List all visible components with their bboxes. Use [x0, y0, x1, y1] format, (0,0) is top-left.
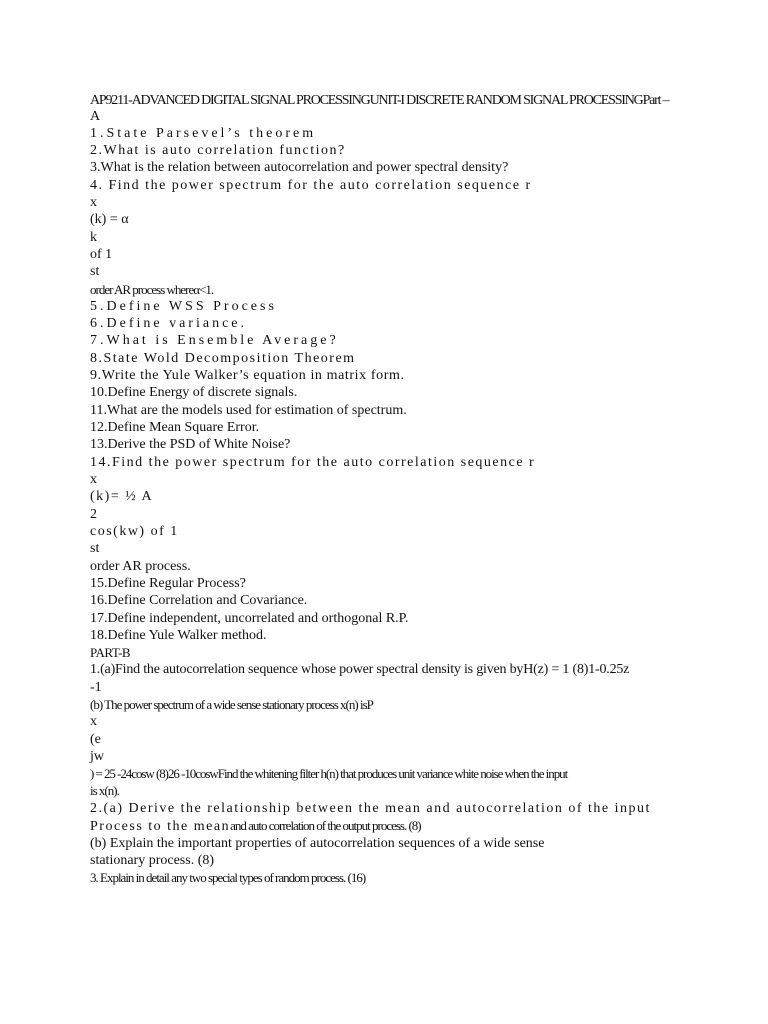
- question-b1b-expr: ) = 25 -24cosw (8)26 -10coswFind the whitening filter h(n) that produces unit variance white noise when the input: [90, 766, 568, 781]
- question-a3: 3.What is the relation between autocorrelation and power spectral density?: [90, 160, 509, 175]
- part-b-heading: PART-B: [90, 645, 131, 660]
- question-a4-tail: order AR process whereα<1.: [90, 282, 214, 297]
- question-a15: 15.Define Regular Process?: [90, 576, 246, 591]
- question-a16: 16.Define Correlation and Covariance.: [90, 593, 308, 608]
- question-b1a: 1.(a)Find the autocorrelation sequence whose power spectral density is given byH(z) = 1 (8)1-0.25z: [90, 662, 630, 677]
- question-b1b-jw: jw: [90, 749, 104, 764]
- question-a5: 5.Define WSS Process: [90, 299, 277, 314]
- question-a9: 9.Write the Yule Walker’s equation in matrix form.: [90, 368, 405, 383]
- question-a17: 17.Define independent, uncorrelated and orthogonal R.P.: [90, 611, 409, 626]
- question-a4-superscript: k: [90, 230, 97, 245]
- question-b1b-tail: is x(n).: [90, 783, 119, 798]
- question-b2a-cont: [90, 817, 421, 835]
- doc-title: AP9211-ADVANCED DIGITAL SIGNAL PROCESSINGUNIT-I DISCRETE RANDOM SIGNAL PROCESSINGPart –: [90, 93, 669, 108]
- question-b2a: 2.(a) Derive the relationship between the mean and autocorrelation of the input: [90, 801, 651, 816]
- question-a14-superscript: 2: [90, 507, 97, 522]
- question-a4-expr: (k) = α: [90, 212, 129, 227]
- question-a2: 2.What is auto correlation function?: [90, 143, 346, 158]
- question-a14-expr: (k)= ½ A: [90, 489, 154, 504]
- question-a8: 8.State Wold Decomposition Theorem: [90, 351, 356, 366]
- question-a14: 14.Find the power spectrum for the auto correlation sequence r: [90, 455, 536, 470]
- question-b2b-cont: stationary process. (8): [90, 853, 215, 868]
- part-a-label: A: [90, 109, 101, 124]
- question-a10: 10.Define Energy of discrete signals.: [90, 385, 298, 400]
- question-a4: 4. Find the power spectrum for the auto correlation sequence r: [90, 178, 532, 193]
- question-b3: 3. Explain in detail any two special types of random process. (16): [90, 870, 366, 885]
- question-a4-subscript: x: [90, 195, 97, 210]
- question-b2a-cont-condensed: and auto correlation of the output process. (8): [230, 818, 421, 833]
- question-a12: 12.Define Mean Square Error.: [90, 420, 260, 435]
- question-b1b-subscript: x: [90, 714, 97, 729]
- question-a14-subscript: x: [90, 472, 97, 487]
- question-b1b: (b) The power spectrum of a wide sense stationary process x(n) isP: [90, 697, 373, 712]
- question-b2a-cont-spaced: Process to the mean: [90, 819, 231, 834]
- question-a13: 13.Derive the PSD of White Noise?: [90, 437, 291, 452]
- question-a7: 7.What is Ensemble Average?: [90, 333, 339, 348]
- question-a11: 11.What are the models used for estimation of spectrum.: [90, 403, 407, 418]
- question-b2b: (b) Explain the important properties of autocorrelation sequences of a wide sense: [90, 836, 545, 851]
- question-b1b-paren: (e: [90, 732, 101, 747]
- question-a18: 18.Define Yule Walker method.: [90, 628, 267, 643]
- question-a4-st: st: [90, 264, 100, 279]
- question-a14-tail: order AR process.: [90, 559, 191, 574]
- question-a14-cos: cos(kw) of 1: [90, 524, 179, 539]
- question-b1a-exponent: -1: [90, 680, 102, 695]
- question-a4-of: of 1: [90, 247, 113, 262]
- question-a14-st: st: [90, 541, 100, 556]
- question-a6: 6.Define variance.: [90, 316, 247, 331]
- question-a1: 1.State Parsevel’s theorem: [90, 126, 317, 141]
